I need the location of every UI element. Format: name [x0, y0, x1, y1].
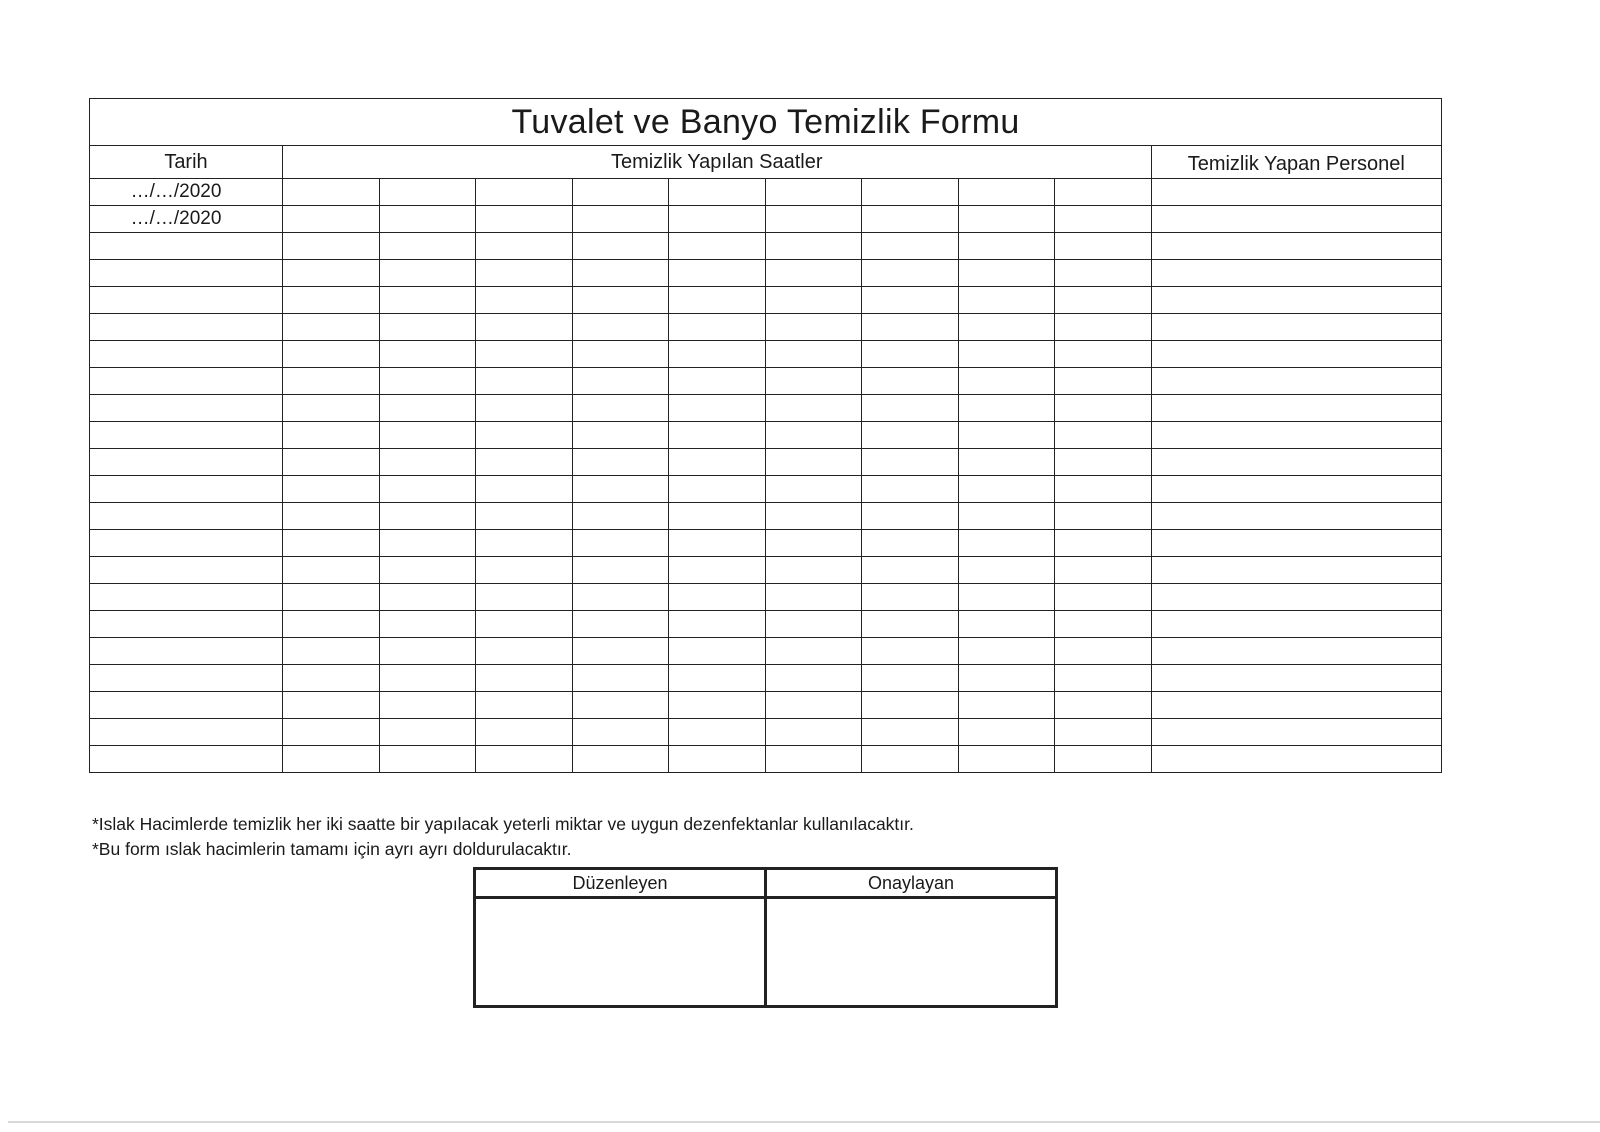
hour-cell[interactable] — [862, 260, 959, 287]
hour-cell[interactable] — [379, 179, 476, 206]
date-cell[interactable] — [90, 395, 283, 422]
staff-cell[interactable] — [1151, 692, 1442, 719]
hour-cell[interactable] — [283, 260, 380, 287]
hour-cell[interactable] — [958, 395, 1055, 422]
hour-cell[interactable] — [476, 260, 573, 287]
hour-cell[interactable] — [379, 314, 476, 341]
staff-cell[interactable] — [1151, 179, 1442, 206]
hour-cell[interactable] — [1055, 530, 1152, 557]
date-cell[interactable]: …/…/2020 — [90, 206, 283, 233]
date-cell[interactable] — [90, 368, 283, 395]
hour-cell[interactable] — [379, 638, 476, 665]
date-cell[interactable] — [90, 638, 283, 665]
hour-cell[interactable] — [572, 719, 669, 746]
staff-cell[interactable] — [1151, 638, 1442, 665]
hour-cell[interactable] — [1055, 395, 1152, 422]
hour-cell[interactable] — [765, 584, 862, 611]
hour-cell[interactable] — [572, 503, 669, 530]
hour-cell[interactable] — [379, 584, 476, 611]
hour-cell[interactable] — [572, 287, 669, 314]
hour-cell[interactable] — [1055, 314, 1152, 341]
hour-cell[interactable] — [572, 206, 669, 233]
hour-cell[interactable] — [379, 557, 476, 584]
hour-cell[interactable] — [958, 611, 1055, 638]
hour-cell[interactable] — [958, 422, 1055, 449]
hour-cell[interactable] — [1055, 557, 1152, 584]
table-row — [90, 368, 1442, 395]
hour-cell[interactable] — [283, 179, 380, 206]
hour-cell[interactable] — [379, 449, 476, 476]
hour-cell[interactable] — [572, 314, 669, 341]
hour-cell[interactable] — [765, 476, 862, 503]
staff-cell[interactable] — [1151, 368, 1442, 395]
hour-cell[interactable] — [1055, 611, 1152, 638]
date-cell[interactable] — [90, 692, 283, 719]
hour-cell[interactable] — [379, 260, 476, 287]
hour-cell[interactable] — [765, 422, 862, 449]
hour-cell[interactable] — [669, 692, 766, 719]
hour-cell[interactable] — [958, 503, 1055, 530]
staff-cell[interactable] — [1151, 476, 1442, 503]
hour-cell[interactable] — [1055, 503, 1152, 530]
date-cell[interactable] — [90, 530, 283, 557]
hour-cell[interactable] — [1055, 206, 1152, 233]
hour-cell[interactable] — [283, 584, 380, 611]
date-cell[interactable]: …/…/2020 — [90, 179, 283, 206]
hour-cell[interactable] — [283, 233, 380, 260]
approval-table — [473, 867, 1058, 1008]
table-row — [90, 584, 1442, 611]
staff-cell[interactable] — [1151, 557, 1442, 584]
hour-cell[interactable] — [765, 557, 862, 584]
hour-cell[interactable] — [1055, 665, 1152, 692]
table-row — [90, 476, 1442, 503]
staff-cell[interactable] — [1151, 530, 1442, 557]
hour-cell[interactable] — [958, 692, 1055, 719]
hour-cell[interactable] — [958, 314, 1055, 341]
hour-cell[interactable] — [1055, 422, 1152, 449]
hour-cell[interactable] — [669, 368, 766, 395]
hour-cell[interactable] — [862, 611, 959, 638]
hour-cell[interactable] — [958, 665, 1055, 692]
hour-cell[interactable] — [476, 476, 573, 503]
hour-cell[interactable] — [572, 530, 669, 557]
hour-cell[interactable] — [958, 449, 1055, 476]
hour-cell[interactable] — [669, 503, 766, 530]
hour-cell[interactable] — [669, 260, 766, 287]
hour-cell[interactable] — [958, 179, 1055, 206]
staff-cell[interactable] — [1151, 665, 1442, 692]
hour-cell[interactable] — [669, 584, 766, 611]
date-cell[interactable] — [90, 422, 283, 449]
page-bottom-divider — [8, 1121, 1600, 1123]
hour-cell[interactable] — [572, 557, 669, 584]
hour-cell[interactable] — [476, 692, 573, 719]
hour-cell[interactable] — [572, 476, 669, 503]
hour-cell[interactable] — [669, 233, 766, 260]
hour-cell[interactable] — [379, 233, 476, 260]
hour-cell[interactable] — [862, 584, 959, 611]
hour-cell[interactable] — [379, 368, 476, 395]
hour-cell[interactable] — [283, 719, 380, 746]
hour-cell[interactable] — [669, 287, 766, 314]
table-row — [90, 530, 1442, 557]
table-row — [90, 341, 1442, 368]
staff-cell[interactable] — [1151, 746, 1442, 773]
form-rows — [90, 179, 1442, 773]
hour-cell[interactable] — [958, 260, 1055, 287]
hour-cell[interactable] — [862, 530, 959, 557]
hour-cell[interactable] — [669, 476, 766, 503]
hour-cell[interactable] — [379, 476, 476, 503]
hour-cell[interactable] — [1055, 449, 1152, 476]
hour-cell[interactable] — [572, 260, 669, 287]
hour-cell[interactable] — [379, 692, 476, 719]
hour-cell[interactable] — [669, 422, 766, 449]
approved-by-header: Onaylayan — [766, 869, 1057, 898]
hour-cell[interactable] — [476, 530, 573, 557]
table-row — [90, 206, 1442, 233]
hour-cell[interactable] — [283, 746, 380, 773]
hour-cell[interactable] — [283, 287, 380, 314]
hour-cell[interactable] — [476, 557, 573, 584]
staff-cell[interactable] — [1151, 719, 1442, 746]
hour-cell[interactable] — [862, 233, 959, 260]
hour-cell[interactable] — [283, 368, 380, 395]
hour-cell[interactable] — [958, 638, 1055, 665]
hour-cell[interactable] — [862, 422, 959, 449]
hour-cell[interactable] — [572, 692, 669, 719]
hour-cell[interactable] — [669, 206, 766, 233]
hour-cell[interactable] — [379, 395, 476, 422]
hour-cell[interactable] — [1055, 476, 1152, 503]
date-cell[interactable] — [90, 557, 283, 584]
table-row — [90, 503, 1442, 530]
hour-cell[interactable] — [476, 422, 573, 449]
hours-column-header: Temizlik Yapılan Saatler — [283, 146, 1152, 179]
hour-cell[interactable] — [862, 341, 959, 368]
hour-cell[interactable] — [862, 449, 959, 476]
hour-cell[interactable] — [572, 611, 669, 638]
hour-cell[interactable] — [862, 557, 959, 584]
hour-cell[interactable] — [379, 611, 476, 638]
note-separate-forms: *Bu form ıslak hacimlerin tamamı için ayrı ayrı doldurulacaktır. — [92, 839, 572, 859]
staff-cell[interactable] — [1151, 233, 1442, 260]
table-row — [90, 260, 1442, 287]
hour-cell[interactable] — [862, 395, 959, 422]
hour-cell[interactable] — [862, 719, 959, 746]
date-cell[interactable] — [90, 260, 283, 287]
hour-cell[interactable] — [283, 665, 380, 692]
hour-cell[interactable] — [765, 179, 862, 206]
hour-cell[interactable] — [476, 206, 573, 233]
hour-cell[interactable] — [476, 584, 573, 611]
hour-cell[interactable] — [862, 179, 959, 206]
hour-cell[interactable] — [283, 692, 380, 719]
hour-cell[interactable] — [1055, 233, 1152, 260]
table-row — [90, 611, 1442, 638]
hour-cell[interactable] — [862, 206, 959, 233]
hour-cell[interactable] — [572, 449, 669, 476]
hour-cell[interactable] — [572, 422, 669, 449]
hour-cell[interactable] — [862, 746, 959, 773]
hour-cell[interactable] — [765, 746, 862, 773]
staff-cell[interactable] — [1151, 611, 1442, 638]
hour-cell[interactable] — [669, 557, 766, 584]
hour-cell[interactable] — [862, 638, 959, 665]
approved-by-signature-box[interactable] — [766, 898, 1057, 1007]
date-cell[interactable] — [90, 314, 283, 341]
hour-cell[interactable] — [283, 314, 380, 341]
hour-cell[interactable] — [476, 638, 573, 665]
hour-cell[interactable] — [669, 719, 766, 746]
staff-cell[interactable] — [1151, 314, 1442, 341]
hour-cell[interactable] — [283, 422, 380, 449]
date-cell[interactable] — [90, 611, 283, 638]
hour-cell[interactable] — [862, 287, 959, 314]
hour-cell[interactable] — [862, 314, 959, 341]
hour-cell[interactable] — [669, 179, 766, 206]
date-cell[interactable] — [90, 719, 283, 746]
hour-cell[interactable] — [765, 530, 862, 557]
hour-cell[interactable] — [1055, 692, 1152, 719]
hour-cell[interactable] — [572, 665, 669, 692]
hour-cell[interactable] — [1055, 287, 1152, 314]
hour-cell[interactable] — [1055, 746, 1152, 773]
table-row — [90, 314, 1442, 341]
staff-cell[interactable] — [1151, 260, 1442, 287]
hour-cell[interactable] — [1055, 584, 1152, 611]
table-row — [90, 665, 1442, 692]
table-row — [90, 746, 1442, 773]
hour-cell[interactable] — [765, 395, 862, 422]
hour-cell[interactable] — [765, 287, 862, 314]
hour-cell[interactable] — [476, 719, 573, 746]
hour-cell[interactable] — [958, 206, 1055, 233]
date-cell[interactable] — [90, 476, 283, 503]
staff-cell[interactable] — [1151, 206, 1442, 233]
note-cleaning-frequency: *Islak Hacimlerde temizlik her iki saatte bir yapılacak yeterli miktar ve uygun dezenfektanlar kullanılacaktır. — [92, 814, 914, 834]
form-title: Tuvalet ve Banyo Temizlik Formu — [90, 99, 1442, 146]
hour-cell[interactable] — [379, 719, 476, 746]
hour-cell[interactable] — [862, 692, 959, 719]
table-row — [90, 395, 1442, 422]
hour-cell[interactable] — [1055, 341, 1152, 368]
hour-cell[interactable] — [765, 719, 862, 746]
date-cell[interactable] — [90, 584, 283, 611]
hour-cell[interactable] — [1055, 179, 1152, 206]
hour-cell[interactable] — [1055, 638, 1152, 665]
hour-cell[interactable] — [669, 341, 766, 368]
hour-cell[interactable] — [765, 314, 862, 341]
hour-cell[interactable] — [379, 665, 476, 692]
hour-cell[interactable] — [379, 287, 476, 314]
hour-cell[interactable] — [862, 503, 959, 530]
table-row — [90, 719, 1442, 746]
hour-cell[interactable] — [958, 530, 1055, 557]
date-cell[interactable] — [90, 287, 283, 314]
hour-cell[interactable] — [862, 665, 959, 692]
prepared-by-signature-box[interactable] — [475, 898, 766, 1007]
hour-cell[interactable] — [283, 449, 380, 476]
hour-cell[interactable] — [958, 746, 1055, 773]
hour-cell[interactable] — [765, 503, 862, 530]
table-row — [90, 557, 1442, 584]
hour-cell[interactable] — [283, 476, 380, 503]
hour-cell[interactable] — [572, 341, 669, 368]
hour-cell[interactable] — [958, 584, 1055, 611]
hour-cell[interactable] — [476, 395, 573, 422]
hour-cell[interactable] — [765, 206, 862, 233]
hour-cell[interactable] — [476, 314, 573, 341]
hour-cell[interactable] — [476, 179, 573, 206]
staff-cell[interactable] — [1151, 449, 1442, 476]
date-cell[interactable] — [90, 233, 283, 260]
hour-cell[interactable] — [476, 611, 573, 638]
hour-cell[interactable] — [958, 557, 1055, 584]
hour-cell[interactable] — [1055, 719, 1152, 746]
date-cell[interactable] — [90, 503, 283, 530]
hour-cell[interactable] — [669, 611, 766, 638]
hour-cell[interactable] — [669, 665, 766, 692]
staff-cell[interactable] — [1151, 287, 1442, 314]
hour-cell[interactable] — [958, 341, 1055, 368]
staff-cell[interactable] — [1151, 503, 1442, 530]
hour-cell[interactable] — [862, 476, 959, 503]
hour-cell[interactable] — [476, 287, 573, 314]
hour-cell[interactable] — [283, 206, 380, 233]
hour-cell[interactable] — [669, 449, 766, 476]
hour-cell[interactable] — [379, 746, 476, 773]
prepared-by-header: Düzenleyen — [475, 869, 766, 898]
hour-cell[interactable] — [669, 746, 766, 773]
hour-cell[interactable] — [572, 368, 669, 395]
hour-cell[interactable] — [283, 557, 380, 584]
hour-cell[interactable] — [283, 503, 380, 530]
hour-cell[interactable] — [476, 341, 573, 368]
hour-cell[interactable] — [765, 368, 862, 395]
table-row — [90, 692, 1442, 719]
hour-cell[interactable] — [379, 530, 476, 557]
table-row — [90, 449, 1442, 476]
hour-cell[interactable] — [572, 395, 669, 422]
table-row — [90, 287, 1442, 314]
hour-cell[interactable] — [765, 260, 862, 287]
hour-cell[interactable] — [669, 638, 766, 665]
hour-cell[interactable] — [476, 233, 573, 260]
hour-cell[interactable] — [958, 233, 1055, 260]
hour-cell[interactable] — [572, 746, 669, 773]
hour-cell[interactable] — [572, 233, 669, 260]
hour-cell[interactable] — [765, 692, 862, 719]
hour-cell[interactable] — [476, 503, 573, 530]
staff-cell[interactable] — [1151, 395, 1442, 422]
hour-cell[interactable] — [572, 638, 669, 665]
hour-cell[interactable] — [476, 746, 573, 773]
hour-cell[interactable] — [283, 341, 380, 368]
hour-cell[interactable] — [476, 665, 573, 692]
hour-cell[interactable] — [379, 206, 476, 233]
table-row — [90, 422, 1442, 449]
hour-cell[interactable] — [476, 368, 573, 395]
hour-cell[interactable] — [379, 503, 476, 530]
table-row — [90, 233, 1442, 260]
hour-cell[interactable] — [476, 449, 573, 476]
form-notes — [92, 812, 914, 862]
hour-cell[interactable] — [958, 287, 1055, 314]
date-cell[interactable] — [90, 449, 283, 476]
staff-cell[interactable] — [1151, 584, 1442, 611]
hour-cell[interactable] — [572, 584, 669, 611]
hour-cell[interactable] — [669, 314, 766, 341]
staff-column-header: Temizlik Yapan Personel — [1151, 146, 1442, 179]
hour-cell[interactable] — [958, 368, 1055, 395]
hour-cell[interactable] — [283, 611, 380, 638]
table-row — [90, 638, 1442, 665]
hour-cell[interactable] — [958, 476, 1055, 503]
date-column-header: Tarih — [90, 146, 283, 179]
table-row — [90, 179, 1442, 206]
hour-cell[interactable] — [669, 530, 766, 557]
hour-cell[interactable] — [765, 638, 862, 665]
hour-cell[interactable] — [379, 422, 476, 449]
date-cell[interactable] — [90, 665, 283, 692]
hour-cell[interactable] — [765, 341, 862, 368]
hour-cell[interactable] — [379, 341, 476, 368]
hour-cell[interactable] — [1055, 260, 1152, 287]
hour-cell[interactable] — [765, 665, 862, 692]
hour-cell[interactable] — [669, 395, 766, 422]
staff-cell[interactable] — [1151, 341, 1442, 368]
hour-cell[interactable] — [765, 449, 862, 476]
cleaning-form-table — [89, 98, 1442, 773]
date-cell[interactable] — [90, 341, 283, 368]
hour-cell[interactable] — [283, 638, 380, 665]
hour-cell[interactable] — [765, 611, 862, 638]
hour-cell[interactable] — [862, 368, 959, 395]
hour-cell[interactable] — [765, 233, 862, 260]
date-cell[interactable] — [90, 746, 283, 773]
hour-cell[interactable] — [572, 179, 669, 206]
staff-cell[interactable] — [1151, 422, 1442, 449]
hour-cell[interactable] — [283, 530, 380, 557]
hour-cell[interactable] — [958, 719, 1055, 746]
hour-cell[interactable] — [1055, 368, 1152, 395]
hour-cell[interactable] — [283, 395, 380, 422]
